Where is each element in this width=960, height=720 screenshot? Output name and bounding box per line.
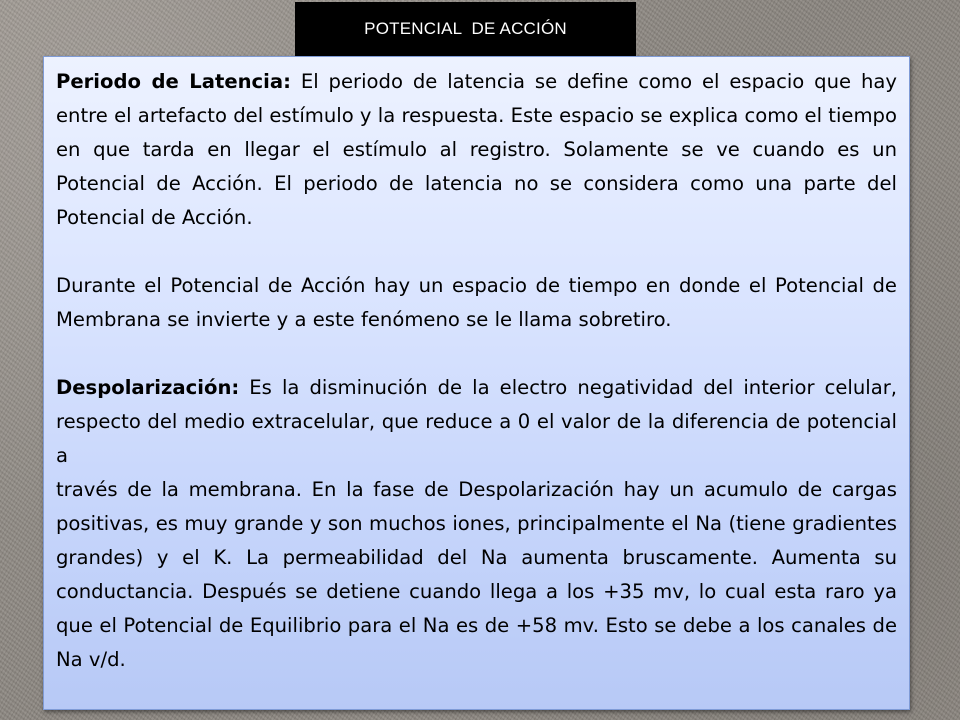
content-text-box	[43, 56, 910, 710]
page-title: POTENCIAL DE ACCIÓN	[364, 19, 567, 38]
latency-description: El periodo de latencia se define como el espacio que hay entre el artefacto del estímulo y la respuesta. Este espacio se explica como el tiempo en que tarda en llegar el estímulo al registro. Solamente se ve cuando es un Potencial de Acción. El periodo de latencia no se considera como una parte del Potencial de Acción.	[56, 70, 897, 229]
term-latency-period: Periodo de Latencia:	[56, 70, 291, 93]
paragraph-depolarization-phase: través de la membrana. En la fase de Despolarización hay un acumulo de cargas positivas, es muy grande y son muchos iones, principalmente el Na (tiene gradientes grandes) y el K. La permeabilidad del Na aumenta bruscamente. Aumenta su conductancia. Después se detiene cuando llega a los +35 mv, lo cual esta raro ya que el Potencial de Equilibrio para el Na es de +58 mv. Esto se debe a los canales de Na v/d.	[56, 478, 897, 671]
term-depolarization: Despolarización:	[56, 376, 240, 399]
paragraph-depolarization	[56, 371, 897, 473]
title-banner	[295, 2, 636, 56]
paragraph-latency	[56, 65, 897, 235]
paragraph-overshoot: Durante el Potencial de Acción hay un espacio de tiempo en donde el Potencial de Membrana se invierte y a este fenómeno se le llama sobretiro.	[56, 274, 897, 331]
depolarization-description: Es la disminución de la electro negatividad del interior celular, respecto del medio extracelular, que reduce a 0 el valor de la diferencia de potencial a	[56, 376, 897, 467]
